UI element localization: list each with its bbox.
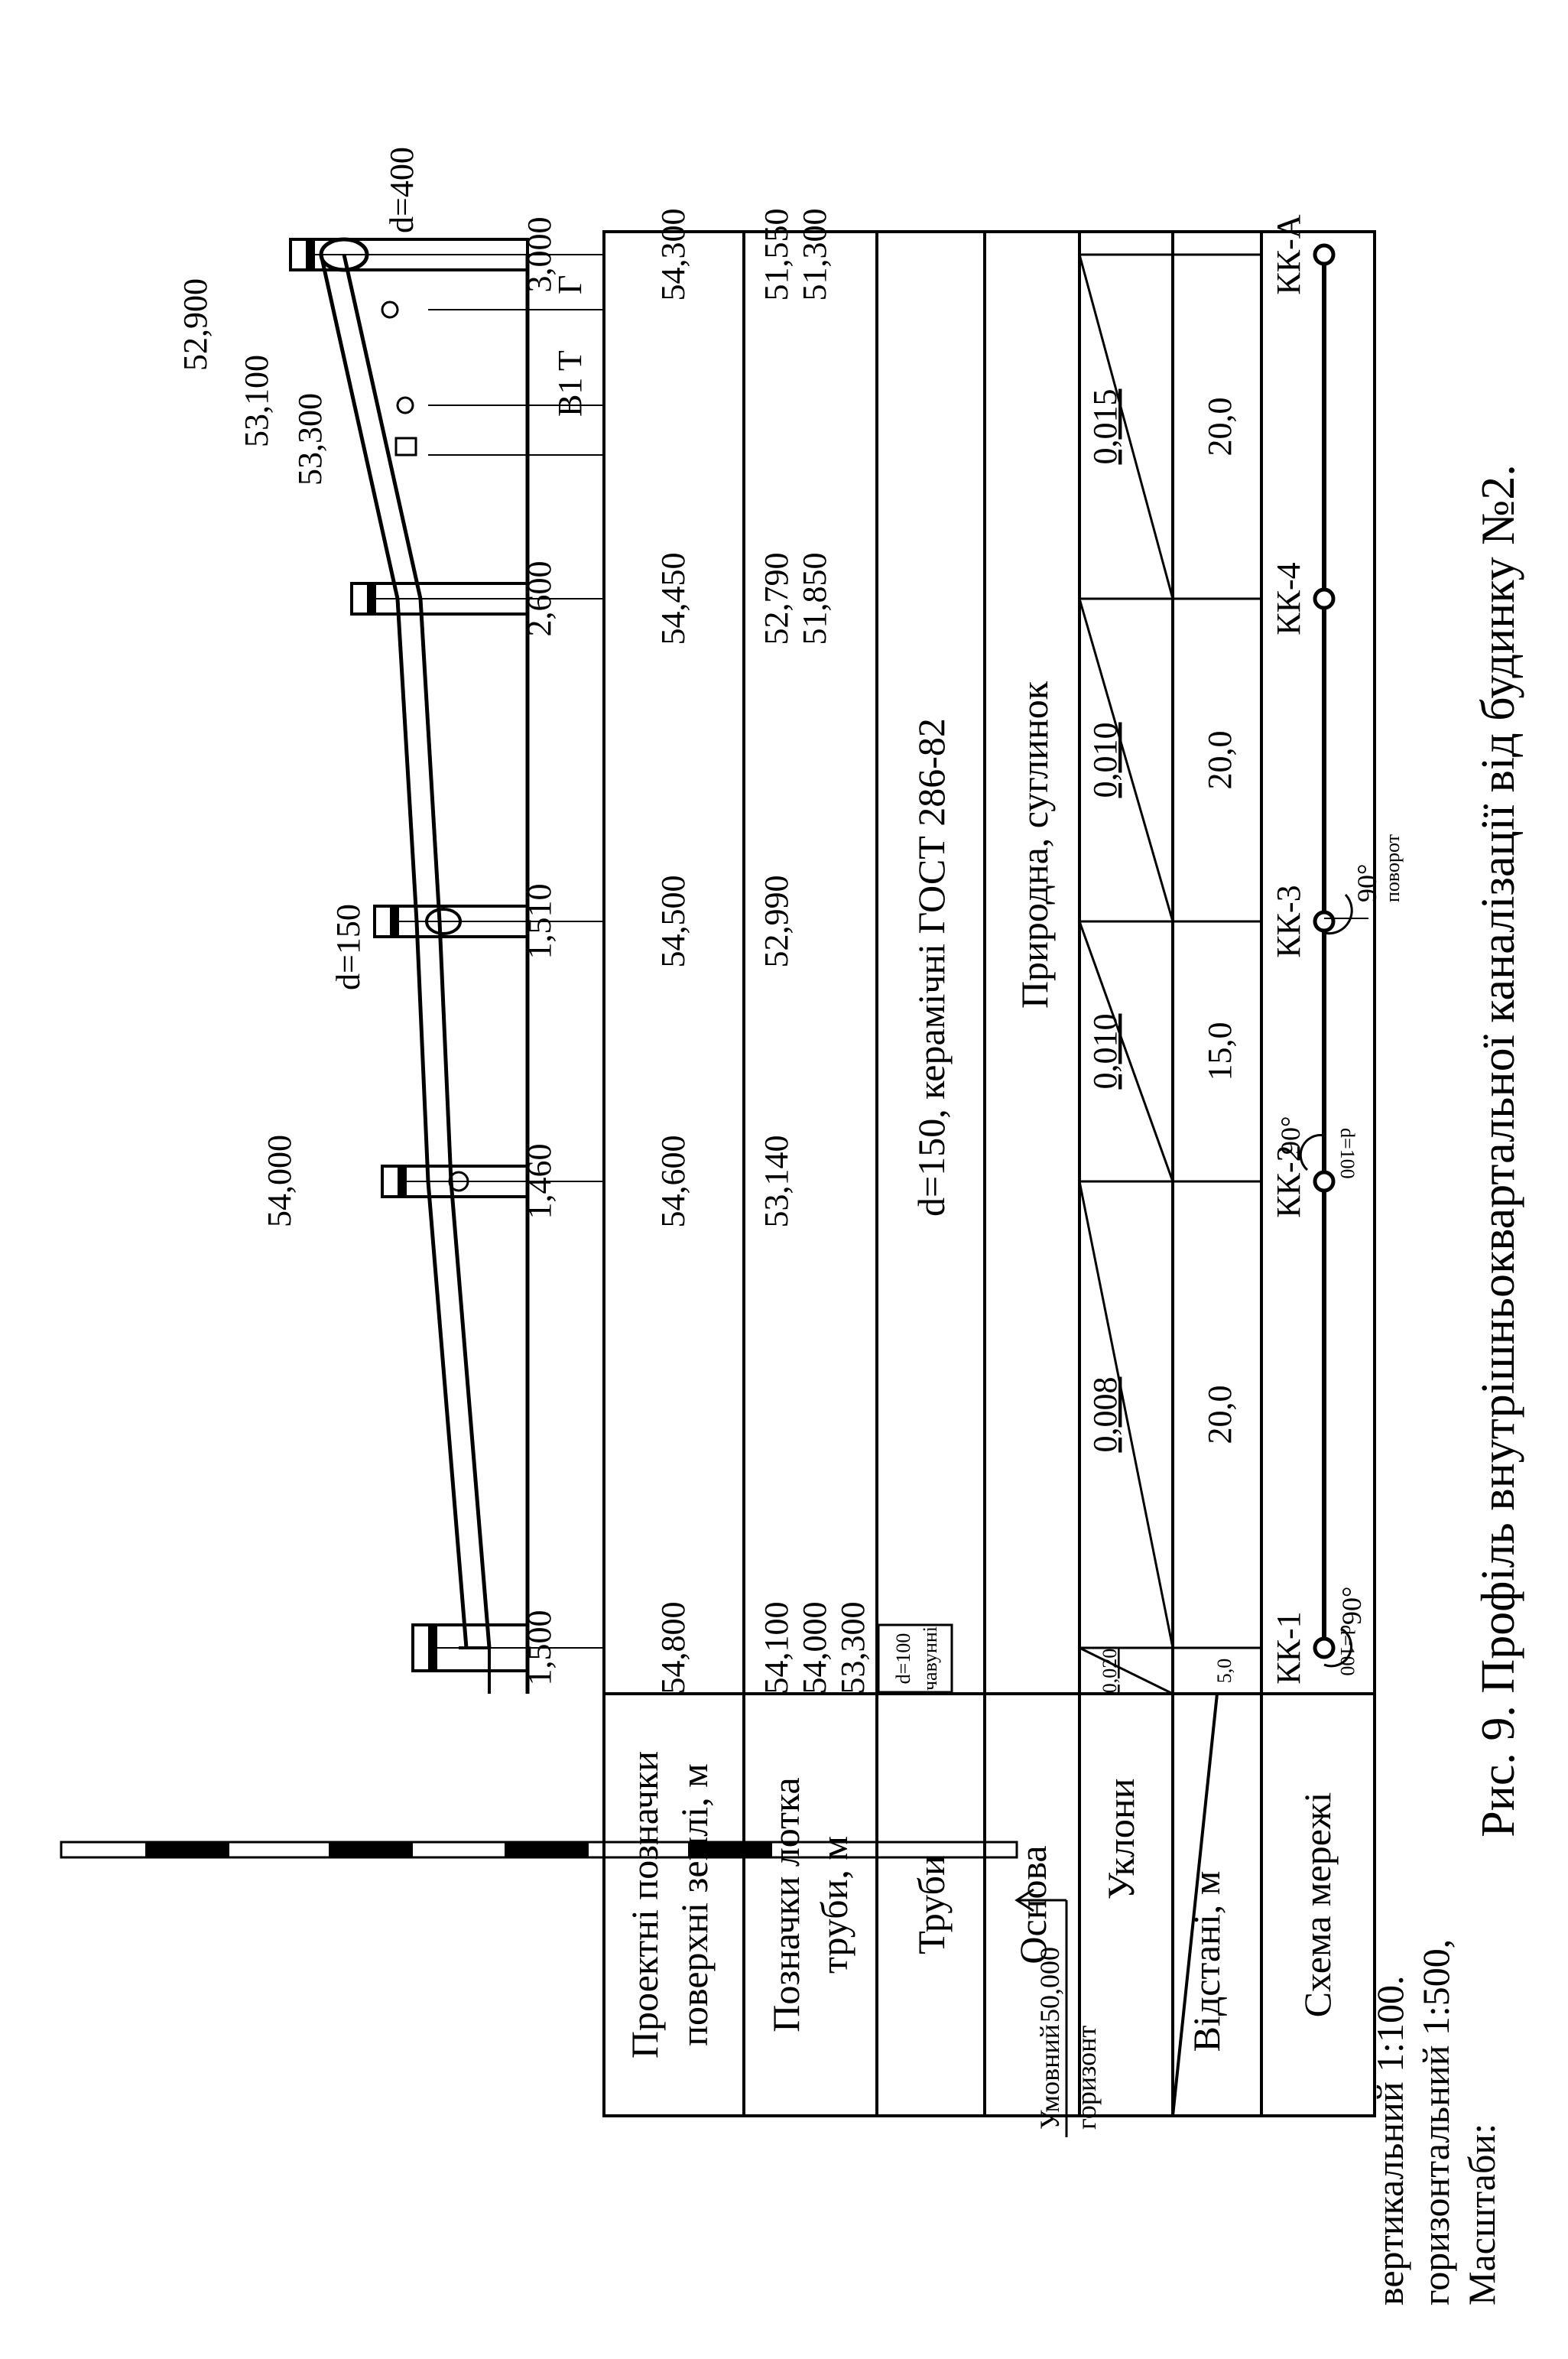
segment-distance: 15,0: [1201, 1022, 1238, 1081]
well-depth: 1,510: [521, 883, 558, 960]
inlet-53100: 53,100: [238, 355, 275, 447]
inlet-53300: 53,300: [291, 393, 329, 486]
invert-elevation: 52,990: [758, 875, 795, 968]
profile-table: [604, 232, 1375, 2116]
invert-elevation: 54,100: [758, 1601, 795, 1695]
segment-slope: 0,020: [1099, 1648, 1121, 1694]
horizon-value: 50,000: [1034, 1947, 1065, 2023]
row-header-distances: Відстані, м: [1185, 1870, 1228, 2052]
scheme-node: [1315, 912, 1333, 931]
pipe-first-material: чавунні: [919, 1626, 941, 1691]
horizon-label-top: Умовний: [1034, 2024, 1065, 2130]
figure-caption: Рис. 9. Профіль внутрішньоквартальної каналізації від будинку №2.: [1472, 464, 1524, 1837]
segment-slope: 0,010: [1086, 722, 1124, 798]
row-header-pipes: Труби: [910, 1855, 953, 1954]
network-scheme: [1270, 214, 1333, 1684]
scheme-node-label: КК-4: [1270, 562, 1307, 635]
d150-label: d=150: [330, 904, 367, 990]
scale-horizontal: горизонтальний 1:500,: [1414, 1938, 1457, 2305]
scheme-node: [1315, 1639, 1333, 1657]
invert-elevations: [758, 209, 872, 1695]
invert-elevation: 51,300: [796, 208, 833, 301]
invert-elevation: 51,550: [758, 208, 795, 301]
scale-vertical: вертикальний 1:100.: [1368, 1975, 1411, 2305]
well-depth: 1,500: [521, 1610, 558, 1686]
invert-elevation: 53,300: [834, 1601, 872, 1695]
crossing-t: Т: [551, 350, 589, 371]
row-header-invert-line1: Позначки лотка: [765, 1777, 807, 2032]
scheme-node-label: КК-2: [1270, 1145, 1307, 1218]
row-header-base: Основа: [1011, 1845, 1054, 1964]
pipe-first-diameter: d=100: [892, 1633, 914, 1685]
crossing-v1: В1: [551, 377, 589, 417]
base-main: Природна, суглинок: [1013, 681, 1056, 1009]
segment-distance: 20,0: [1201, 730, 1238, 790]
scale-title: Масштаби:: [1460, 2123, 1503, 2305]
surface-elevation: 54,800: [654, 1601, 692, 1695]
d400-label: d=400: [383, 147, 420, 233]
scheme-node-label: КК-1: [1270, 1611, 1307, 1685]
segment-slope: 0,008: [1086, 1376, 1124, 1453]
row-header-slopes: Уклони: [1099, 1778, 1142, 1900]
crossing-g: Г: [551, 275, 589, 294]
row-header-scheme: Схема мережі: [1296, 1792, 1339, 2018]
surface-elevation: 54,500: [654, 875, 692, 968]
scheme-notes: [1275, 834, 1404, 1676]
angle-kk2: 90°: [1275, 1116, 1306, 1155]
surface-elevation: 54,450: [654, 552, 692, 645]
scheme-node: [1315, 1172, 1333, 1191]
inlet-54000: 54,000: [261, 1135, 298, 1227]
pipe-main: d=150, керамічні ГОСТ 286-82: [910, 718, 953, 1217]
slope-diagonal: [1079, 1648, 1173, 1694]
d100-kk1: d=100: [1336, 1625, 1359, 1676]
slope-distance-cells: [1079, 255, 1261, 1694]
segment-distance: 20,0: [1201, 397, 1238, 457]
inlet-52900: 52,900: [177, 278, 214, 371]
segment-slope: 0,015: [1086, 388, 1124, 465]
angle-kk3: 90°: [1352, 863, 1382, 902]
row-header-surface-line1: Проектні позначки: [623, 1750, 666, 2059]
invert-elevation: 53,140: [758, 1135, 795, 1228]
row-header-invert-line2: труби, м: [813, 1836, 855, 1974]
turn-kk3: поворот: [1381, 833, 1404, 902]
row-header-surface-line2: поверхні землі, м: [673, 1763, 716, 2046]
well-depth: 3,000: [521, 216, 558, 293]
invert-elevation: 54,000: [796, 1601, 833, 1695]
surface-elevation: 54,300: [654, 208, 692, 301]
d100-kk2: d=100: [1336, 1128, 1359, 1179]
scheme-node: [1315, 590, 1333, 608]
scheme-node: [1315, 245, 1333, 264]
segment-slope: 0,010: [1086, 1013, 1124, 1090]
segment-distance: 5,0: [1213, 1658, 1235, 1684]
horizon-line: [61, 1842, 1017, 1857]
invert-elevation: 51,850: [796, 552, 833, 645]
horizon-label-bottom: горизонт: [1071, 2025, 1102, 2130]
surface-elevations: [654, 209, 692, 1695]
pipes-row: [878, 718, 953, 1692]
angle-kk1: 90°: [1336, 1586, 1367, 1625]
scheme-node-label: КК-3: [1270, 885, 1307, 958]
scheme-node-label: КК-А: [1270, 214, 1307, 295]
segment-distance: 20,0: [1201, 1385, 1238, 1444]
well-depth: 1,460: [521, 1143, 558, 1220]
well-depth: 2,600: [521, 561, 558, 637]
surface-elevation: 54,600: [654, 1135, 692, 1228]
invert-elevation: 52,790: [758, 552, 795, 645]
